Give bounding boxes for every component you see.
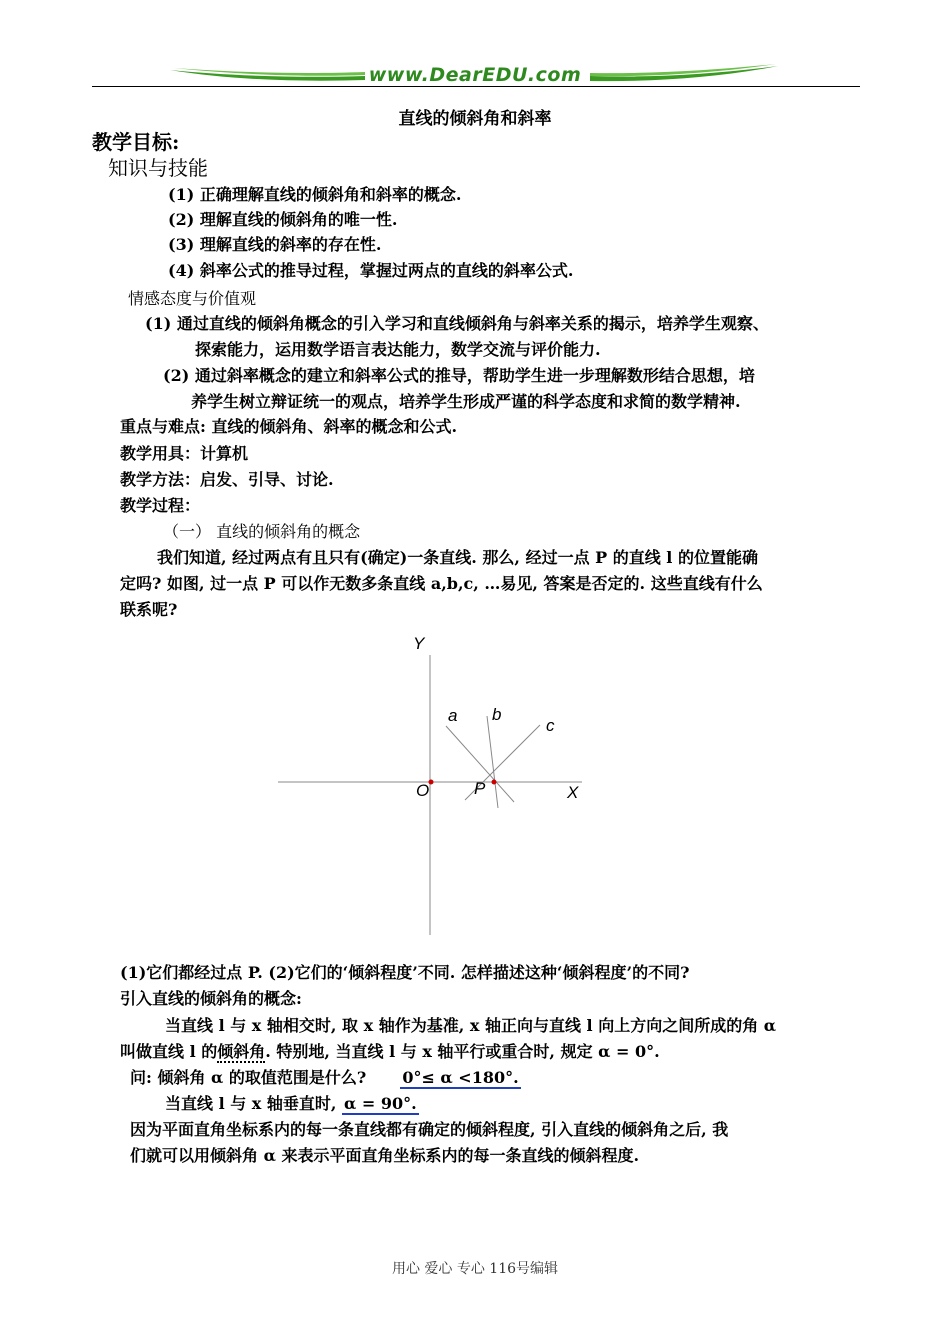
emotion-item-2-line-1: (2) 通过斜率概念的建立和斜率公式的推导，帮助学生进一步理解数形结合思想，培 — [163, 366, 755, 385]
teaching-tools: 教学用具：计算机 — [120, 444, 249, 463]
definition-line-2-end: . 特别地, 当直线 l 与 x 轴平行或重合时, 规定 α = 0°. — [265, 1042, 660, 1061]
term-inclination-angle: 倾斜角 — [217, 1042, 266, 1061]
perpendicular-answer: α = 90°. — [344, 1094, 417, 1113]
page-footer: 用心 爱心 专心 116号编辑 — [391, 1261, 559, 1277]
lines-figure — [270, 630, 600, 940]
intro-line: 引入直线的倾斜角的概念: — [120, 989, 302, 1008]
key-points: 重点与难点: 直线的倾斜角、斜率的概念和公式. — [120, 417, 458, 436]
y-axis-label: Y — [413, 634, 425, 653]
para-1-line-2: 定吗? 如图, 过一点 P 可以作无数多条直线 a,b,c, …易见, 答案是否定的. 这些直线有什么 — [120, 574, 763, 593]
knowledge-heading: 知识与技能 — [108, 156, 208, 180]
line-a-label: a — [448, 706, 458, 725]
ask-range-line — [130, 1065, 521, 1088]
emotion-item-1-line-1: (1) 通过直线的倾斜角概念的引入学习和直线倾斜角与斜率关系的揭示，培养学生观察、 — [145, 314, 769, 333]
logo-text: www.DearEDU.com — [368, 64, 582, 86]
question-line: (1)它们都经过点 P. (2)它们的‘倾斜程度’不同. 怎样描述这种‘倾斜程度’的不同? — [120, 963, 690, 982]
para-1-line-3: 联系呢? — [120, 600, 178, 619]
ask-range-answer: 0°≤ α <180°. — [402, 1068, 519, 1087]
origin-label: O — [416, 781, 430, 800]
para-1-line-1: 我们知道, 经过两点有且只有(确定)一条直线. 那么, 经过一点 P 的直线 l 的位置能确 — [157, 548, 758, 567]
emotion-item-2-line-2: 养学生树立辩证统一的观点，培养学生形成严谨的科学态度和求简的数学精神. — [191, 392, 741, 411]
ask-range-question: 问: 倾斜角 α 的取值范围是什么? — [130, 1068, 367, 1087]
page-title: 直线的倾斜角和斜率 — [398, 109, 552, 129]
line-c-label: c — [546, 716, 555, 735]
summary-line-1: 因为平面直角坐标系内的每一条直线都有确定的倾斜程度, 引入直线的倾斜角之后, 我 — [130, 1120, 729, 1139]
definition-line-2-start: 叫做直线 l 的 — [120, 1042, 218, 1061]
section-1-heading: （一） 直线的倾斜角的概念 — [163, 522, 361, 541]
objectives-heading: 教学目标: — [92, 130, 180, 154]
perpendicular-line — [165, 1091, 419, 1114]
definition-line-1: 当直线 l 与 x 轴相交时, 取 x 轴作为基准, x 轴正向与直线 l 向上方向之间所成的角 α — [165, 1016, 777, 1035]
origin-point — [429, 780, 434, 785]
definition-line-2 — [120, 1039, 660, 1062]
point-p-label: P — [474, 779, 486, 798]
teaching-methods: 教学方法：启发、引导、讨论. — [120, 470, 334, 489]
x-axis-label: X — [567, 783, 579, 802]
emotion-item-1-line-2: 探索能力，运用数学语言表达能力，数学交流与评价能力. — [195, 340, 601, 359]
header-rule — [92, 86, 860, 87]
teaching-process: 教学过程： — [120, 496, 201, 515]
knowledge-item-2: (2) 理解直线的倾斜角的唯一性. — [168, 210, 398, 229]
knowledge-item-1: (1) 正确理解直线的倾斜角和斜率的概念. — [168, 185, 462, 204]
perpendicular-prefix: 当直线 l 与 x 轴垂直时, — [165, 1094, 343, 1113]
summary-line-2: 们就可以用倾斜角 α 来表示平面直角坐标系内的每一条直线的倾斜程度. — [130, 1146, 640, 1165]
emotion-heading: 情感态度与价值观 — [128, 289, 257, 308]
line-b — [487, 716, 498, 808]
point-p — [492, 780, 497, 785]
knowledge-item-4: (4) 斜率公式的推导过程，掌握过两点的直线的斜率公式. — [168, 261, 574, 280]
knowledge-item-3: (3) 理解直线的斜率的存在性. — [168, 235, 382, 254]
line-b-label: b — [492, 705, 502, 724]
